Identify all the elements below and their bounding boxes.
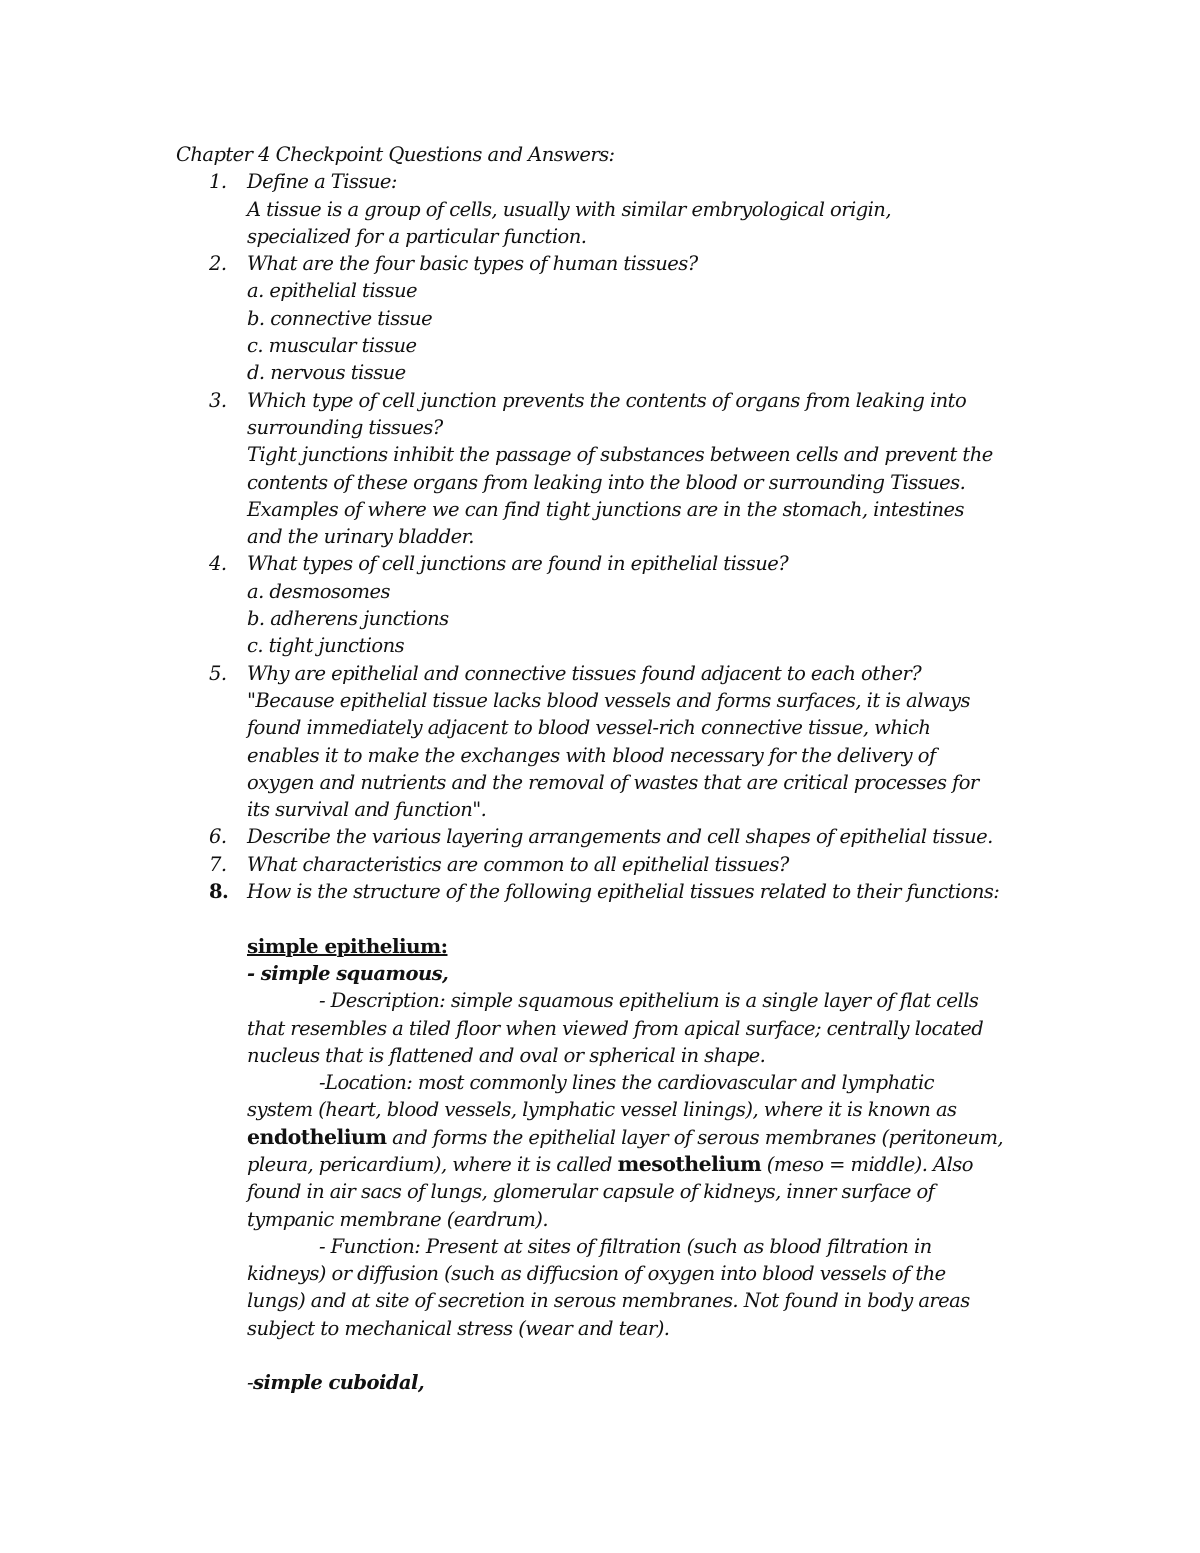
question-number: 2.: [209, 252, 227, 276]
paragraph-line: system (heart, blood vessels, lymphatic vessel linings), where it is known as: [247, 1098, 957, 1122]
paragraph-line: - Description: simple squamous epithelium is a single layer of flat cells: [319, 989, 979, 1013]
answer-line: Tight junctions inhibit the passage of substances between cells and prevent the: [247, 443, 993, 467]
page-title: Chapter 4 Checkpoint Questions and Answers:: [176, 143, 615, 166]
answer-item: a. epithelial tissue: [247, 279, 417, 303]
question-number: 7.: [209, 852, 227, 876]
question-4: [176, 550, 1056, 659]
paragraph-line: found in air sacs of lungs, glomerular capsule of kidneys, inner surface of: [247, 1180, 935, 1204]
answer-line: and the urinary bladder.: [247, 525, 474, 549]
question-2: [176, 250, 1056, 386]
blank-line: [176, 905, 1056, 932]
question-text: How is the structure of the following epithelial tissues related to their functions:: [247, 880, 1000, 904]
question-5: [176, 660, 1056, 824]
answer-line: contents of these organs from leaking into the blood or surrounding Tissues.: [247, 470, 966, 494]
question-8: [176, 878, 1056, 905]
paragraph-line: lungs) and at site of secretion in serous membranes. Not found in body areas: [247, 1289, 970, 1313]
cuboidal-title: simple cuboidal,: [253, 1371, 425, 1395]
question-text: surrounding tissues?: [247, 415, 443, 439]
question-text: What types of cell junctions are found in epithelial tissue?: [247, 552, 789, 576]
paragraph-fragment: (meso = middle). Also: [761, 1152, 973, 1176]
paragraph-line: - Function: Present at sites of filtration (such as blood filtration in: [319, 1234, 932, 1258]
question-text: What characteristics are common to all epithelial tissues?: [247, 852, 789, 876]
question-text: What are the four basic types of human tissues?: [247, 252, 698, 276]
paragraph-line: tympanic membrane (eardrum).: [247, 1207, 548, 1231]
paragraph-line: -Location: most commonly lines the cardiovascular and lymphatic: [319, 1071, 935, 1095]
paragraph-line: subject to mechanical stress (wear and tear).: [247, 1316, 670, 1340]
answer-item: b. adherens junctions: [247, 607, 449, 631]
question-number: 1.: [209, 170, 227, 194]
subsection-title-cuboidal: [176, 1369, 1056, 1396]
function-paragraph: [176, 1233, 1056, 1342]
question-3: [176, 387, 1056, 551]
answer-item: b. connective tissue: [247, 306, 433, 330]
term-endothelium: endothelium: [247, 1124, 387, 1149]
question-number: 4.: [209, 552, 227, 576]
question-text: Which type of cell junction prevents the contents of organs from leaking into: [247, 388, 967, 412]
question-text: Define a Tissue:: [247, 170, 397, 194]
question-number: 8.: [209, 880, 229, 904]
question-text: Why are epithelial and connective tissues found adjacent to each other?: [247, 661, 922, 685]
question-7: [176, 851, 1056, 878]
answer-line: A tissue is a group of cells, usually with similar embryological origin,: [247, 197, 891, 221]
question-number: 6.: [209, 825, 227, 849]
answer-line: oxygen and nutrients and the removal of wastes that are critical processes for: [247, 770, 979, 794]
dash-prefix: -: [247, 1371, 254, 1395]
answer-item: d. nervous tissue: [247, 361, 406, 385]
document-page: [176, 141, 1056, 1397]
question-text: Describe the various layering arrangements and cell shapes of epithelial tissue.: [247, 825, 993, 849]
answer-line: found immediately adjacent to blood vessel-rich connective tissue, which: [247, 716, 931, 740]
paragraph-line: [247, 1124, 1056, 1151]
subsection-title: - simple squamous,: [247, 961, 449, 985]
answer-line: its survival and function".: [247, 798, 487, 822]
paragraph-fragment: and forms the epithelial layer of serous membranes (peritoneum,: [386, 1125, 1004, 1149]
paragraph-line: that resembles a tiled floor when viewed from apical surface; centrally located: [247, 1016, 984, 1040]
answer-item: c. muscular tissue: [247, 334, 417, 358]
question-number: 3.: [209, 388, 227, 412]
question-1: [176, 168, 1056, 250]
answer-line: specialized for a particular function.: [247, 224, 587, 248]
answer-line: "Because epithelial tissue lacks blood vessels and forms surfaces, it is always: [247, 688, 970, 712]
blank-line: [176, 1342, 1056, 1369]
paragraph-line: nucleus that is flattened and oval or spherical in shape.: [247, 1043, 766, 1067]
paragraph-line: [247, 1151, 1056, 1178]
question-number: 5.: [209, 661, 227, 685]
answer-line: enables it to make the exchanges with blood necessary for the delivery of: [247, 743, 936, 767]
answer-item: a. desmosomes: [247, 579, 390, 603]
description-paragraph: [176, 987, 1056, 1069]
question-6: [176, 823, 1056, 850]
answer-item: c. tight junctions: [247, 634, 405, 658]
paragraph-fragment: pleura, pericardium), where it is called: [247, 1152, 618, 1176]
paragraph-line: kidneys) or diffusion (such as diffucsion of oxygen into blood vessels of the: [247, 1262, 946, 1286]
section-heading: simple epithelium:: [247, 933, 448, 958]
term-mesothelium: mesothelium: [617, 1151, 762, 1176]
answer-line: Examples of where we can find tight junctions are in the stomach, intestines: [247, 497, 965, 521]
location-paragraph: [176, 1069, 1056, 1233]
